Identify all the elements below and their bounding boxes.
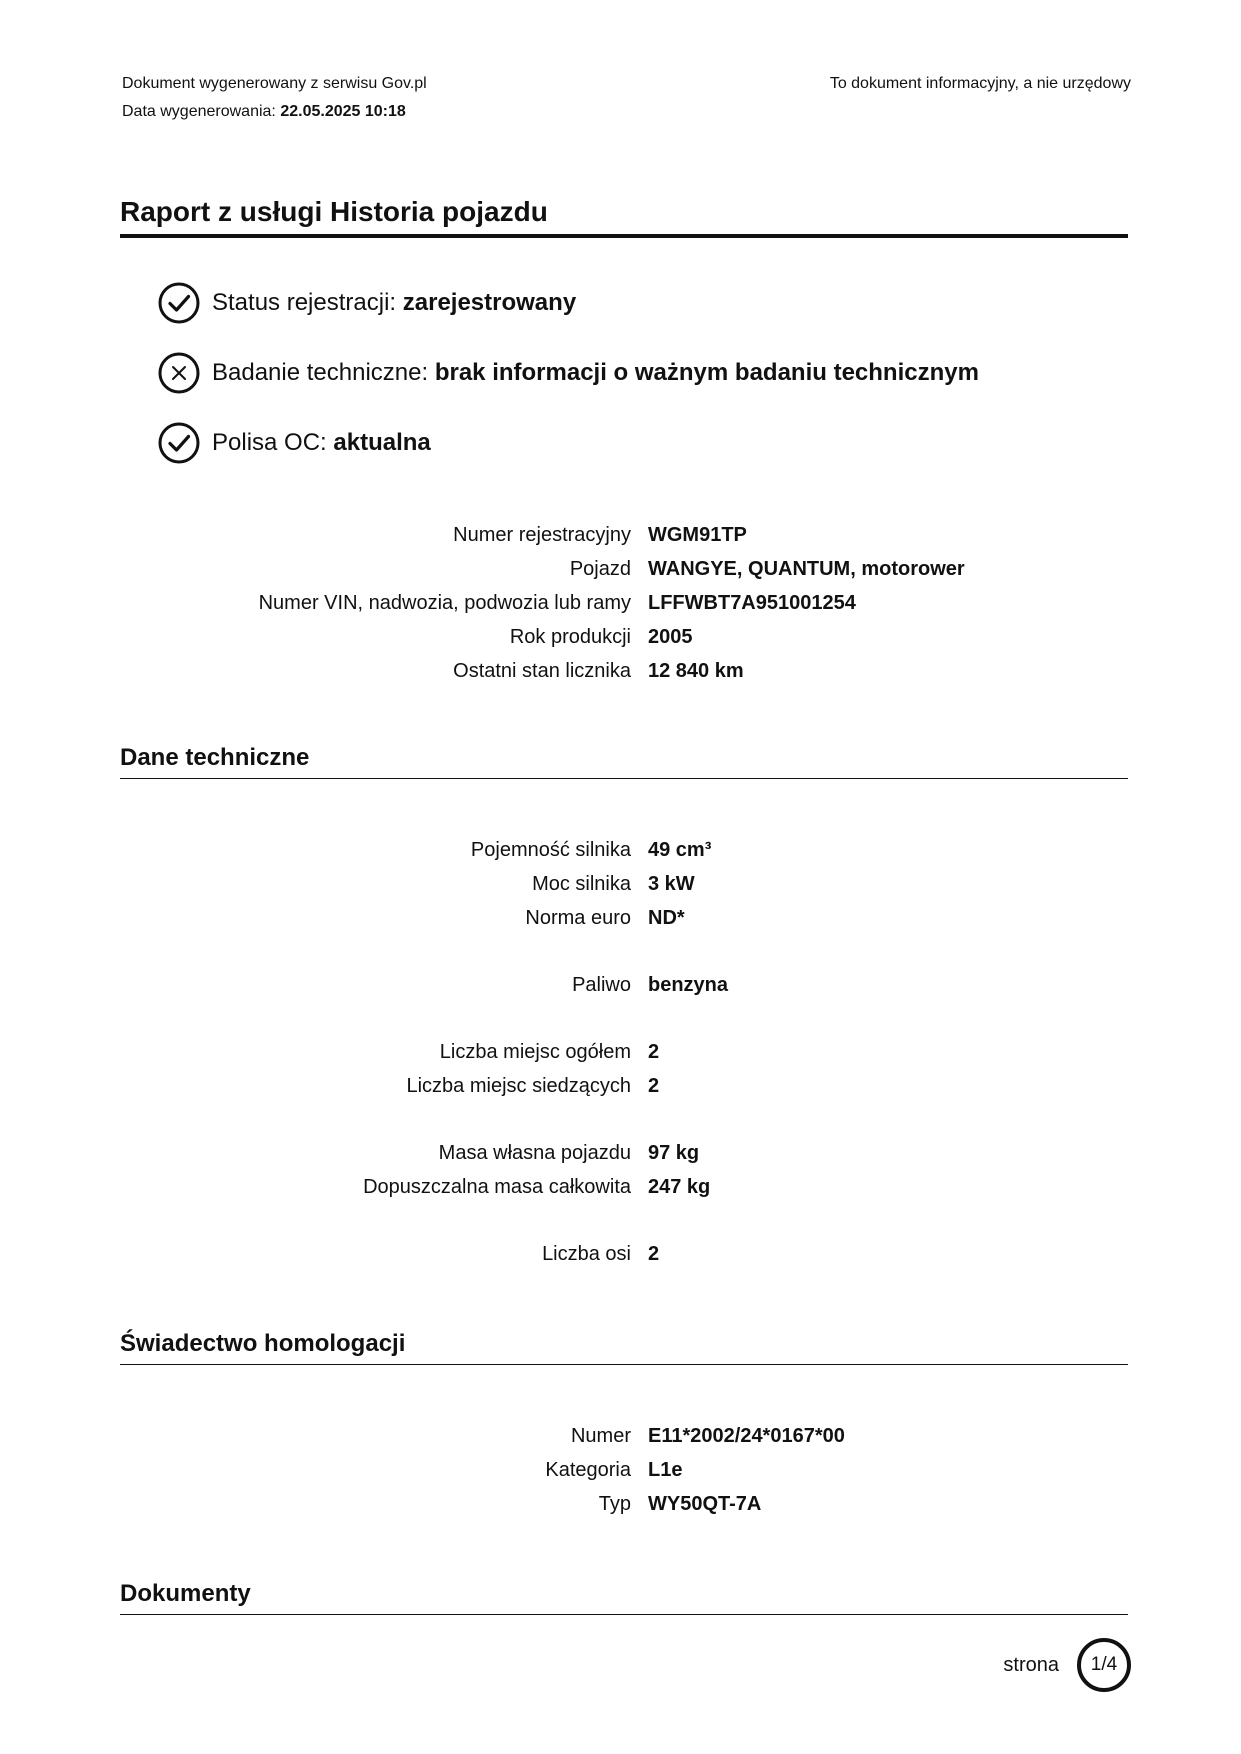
field-label: Norma euro xyxy=(525,907,631,929)
source-text: Dokument wygenerowany z serwisu Gov.pl xyxy=(122,75,427,92)
curb-weight-row xyxy=(0,1136,1241,1170)
check-circle-icon xyxy=(158,282,200,324)
x-circle-icon xyxy=(158,352,200,394)
seats-sitting-row xyxy=(0,1069,1241,1103)
field-value: 3 kW xyxy=(648,873,695,895)
check-circle-icon xyxy=(158,422,200,464)
homologation-number-row xyxy=(0,1419,1241,1453)
field-value: WANGYE, QUANTUM, motorower xyxy=(648,558,965,580)
field-value: 97 kg xyxy=(648,1142,700,1164)
field-label: Ostatni stan licznika xyxy=(453,660,631,682)
vin-row xyxy=(0,586,1241,620)
field-label: Dopuszczalna masa całkowita xyxy=(363,1176,631,1198)
technical-data xyxy=(0,833,1241,1271)
axles-row xyxy=(0,1237,1241,1271)
homologation-category-row xyxy=(0,1453,1241,1487)
field-label: Numer rejestracyjny xyxy=(453,524,631,546)
status-summary xyxy=(158,282,979,492)
field-value: 2 xyxy=(648,1075,660,1097)
homologation-type-row xyxy=(0,1487,1241,1521)
field-label: Pojemność silnika xyxy=(470,839,631,861)
status-technical-inspection xyxy=(158,352,979,394)
status-registration xyxy=(158,282,979,324)
status-label: Polisa OC: xyxy=(212,429,327,456)
document-header-left xyxy=(122,70,427,126)
field-value: L1e xyxy=(648,1459,683,1481)
fuel-row xyxy=(0,968,1241,1002)
status-value: brak informacji o ważnym badaniu technicznym xyxy=(434,359,979,386)
status-label: Status rejestracji: xyxy=(212,289,397,316)
vehicle-row xyxy=(0,552,1241,586)
field-label: Masa własna pojazdu xyxy=(438,1142,631,1164)
field-value: 49 cm³ xyxy=(648,839,712,861)
field-value: E11*2002/24*0167*00 xyxy=(648,1425,845,1447)
field-label: Typ xyxy=(598,1493,631,1515)
status-value: zarejestrowany xyxy=(402,289,577,316)
page-footer xyxy=(1003,1638,1131,1692)
generated-date xyxy=(122,98,427,126)
odometer-row xyxy=(0,654,1241,688)
gross-weight-row xyxy=(0,1170,1241,1204)
field-label: Kategoria xyxy=(545,1459,631,1481)
field-label: Rok produkcji xyxy=(509,626,631,648)
euro-norm-row xyxy=(0,901,1241,935)
production-year-row xyxy=(0,620,1241,654)
homologation-data xyxy=(0,1419,1241,1521)
registration-row xyxy=(0,518,1241,552)
page-label: strona xyxy=(1003,1653,1059,1676)
field-value: WGM91TP xyxy=(648,524,747,546)
seats-total-row xyxy=(0,1035,1241,1069)
field-label: Numer VIN, nadwozia, podwozia lub ramy xyxy=(258,592,631,614)
status-value: aktualna xyxy=(333,429,431,456)
field-value: 12 840 km xyxy=(648,660,744,682)
field-value: 247 kg xyxy=(648,1176,711,1198)
status-insurance xyxy=(158,422,979,464)
field-value: 2005 xyxy=(648,626,693,648)
field-label: Liczba miejsc ogółem xyxy=(439,1041,631,1063)
status-label: Badanie techniczne: xyxy=(212,359,429,386)
section-technical-data: Dane techniczne xyxy=(120,744,1128,779)
field-value: 2 xyxy=(648,1041,660,1063)
field-label: Liczba osi xyxy=(542,1243,631,1265)
engine-capacity-row xyxy=(0,833,1241,867)
field-label: Liczba miejsc siedzących xyxy=(406,1075,631,1097)
field-value: LFFWBT7A951001254 xyxy=(648,592,856,614)
field-value: benzyna xyxy=(648,974,729,996)
page-title: Raport z usługi Historia pojazdu xyxy=(120,196,1128,238)
page-number-badge: 1/4 xyxy=(1077,1638,1131,1692)
document-notice: To dokument informacyjny, a nie urzędowy xyxy=(829,75,1131,92)
generated-label: Data wygenerowania: xyxy=(122,103,276,120)
field-value: WY50QT-7A xyxy=(648,1493,762,1515)
field-label: Pojazd xyxy=(569,558,631,580)
section-homologation: Świadectwo homologacji xyxy=(120,1330,1128,1365)
vehicle-summary xyxy=(0,518,1241,688)
field-label: Moc silnika xyxy=(532,873,631,895)
field-label: Numer xyxy=(570,1425,631,1447)
engine-power-row xyxy=(0,867,1241,901)
field-value: 2 xyxy=(648,1243,660,1265)
generated-value: 22.05.2025 10:18 xyxy=(280,103,406,120)
field-label: Paliwo xyxy=(572,974,631,996)
field-value: ND* xyxy=(648,907,685,929)
section-documents: Dokumenty xyxy=(120,1580,1128,1615)
